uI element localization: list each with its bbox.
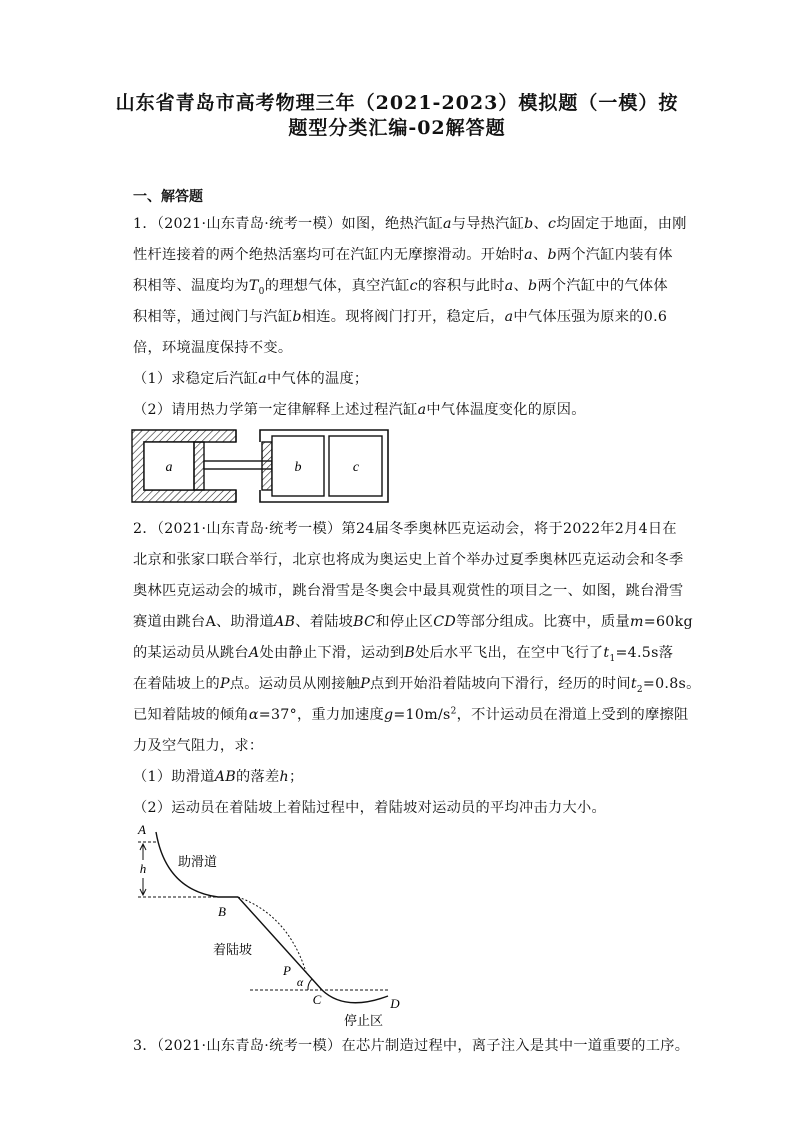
q1-line-2: 性杆连接着的两个绝热活塞均可在汽缸内无摩擦滑动。开始时a、b两个汽缸内装有体 [133, 247, 673, 263]
label-a: a [165, 460, 173, 475]
piston-b [262, 442, 272, 490]
page-title-line-1: 山东省青岛市高考物理三年（2021-2023）模拟题（一模）按 [115, 92, 679, 114]
stop-area-curve [322, 990, 388, 1003]
label-inrun: 助滑道 [178, 855, 218, 870]
q1-line-5: 倍，环境温度保持不变。 [133, 340, 293, 356]
q2-line-1: 2．（2021·山东青岛·统考一模）第24届冬季奥林匹克运动会，将于2022年2月4日在 [133, 521, 677, 537]
q2-line-7: 已知着陆坡的倾角α=37°，重力加速度$g=10m/s^2$，不计运动员在滑道上受到的摩擦阻 [133, 706, 689, 723]
label-B: B [218, 904, 226, 919]
q2-line-6: 在着陆坡上的P点。运动员从刚接触P点到开始沿着陆坡向下滑行，经历的时间$t_2=0.8s$。 [133, 676, 701, 695]
label-alpha: α [296, 975, 304, 989]
ski-jump-figure [130, 820, 420, 1030]
q2-line-5: 的某运动员从跳台A处由静止下滑，运动到B处后水平飞出，在空中飞行了$t_1=4.5s$落 [133, 645, 674, 664]
section-heading: 一、解答题 [133, 189, 203, 205]
label-c: c [352, 460, 360, 475]
label-h: h [139, 861, 147, 876]
label-stop-area: 停止区 [344, 1014, 384, 1029]
q1-subquestion-1: （1）求稳定后汽缸a中气体的温度； [133, 371, 369, 387]
label-b: b [294, 460, 302, 475]
q2-line-2: 北京和张家口联合举行，北京也将成为奥运史上首个举办过夏季奥林匹克运动会和冬季 [133, 552, 684, 568]
q1-subquestion-2: （2）请用热力学第一定律解释上述过程汽缸a中气体温度变化的原因。 [133, 402, 586, 418]
piston-a [194, 442, 204, 490]
q1-line-1: 1．（2021·山东青岛·统考一模）如图，绝热汽缸a与导热汽缸b、c均固定于地面，由刚 [133, 216, 687, 232]
q2-line-4: 赛道由跳台A、助滑道AB、着陆坡BC和停止区CD等部分组成。比赛中，质量m=60kg [133, 614, 693, 630]
q2-line-8: 力及空气阻力，求： [133, 738, 264, 754]
label-A: A [138, 822, 146, 837]
label-C: C [312, 992, 322, 1007]
label-D: D [390, 996, 400, 1011]
label-P: P [283, 963, 291, 978]
q2-line-3: 奥林匹克运动会的城市，跳台滑雪是冬奥会中最具观赏性的项目之一、如图，跳台滑雪 [133, 583, 684, 599]
label-landing-slope: 着陆坡 [213, 943, 253, 958]
q2-subquestion-1: （1）助滑道AB的落差h； [133, 769, 304, 785]
q3-line-1: 3．（2021·山东青岛·统考一模）在芯片制造过程中，离子注入是其中一道重要的工序。 [133, 1038, 690, 1054]
cylinder-figure [130, 428, 400, 504]
q1-line-3: 积相等、温度均为$T_0$的理想气体，真空汽缸c的容积与此时a、b两个汽缸中的气体体 [133, 278, 668, 297]
q1-line-4: 积相等，通过阀门与汽缸b相连。现将阀门打开，稳定后，a中气体压强为原来的0.6 [133, 309, 668, 325]
page-title-line-2: 题型分类汇编-02解答题 [288, 117, 506, 139]
q2-subquestion-2: （2）运动员在着陆坡上着陆过程中，着陆坡对运动员的平均冲击力大小。 [133, 800, 606, 816]
